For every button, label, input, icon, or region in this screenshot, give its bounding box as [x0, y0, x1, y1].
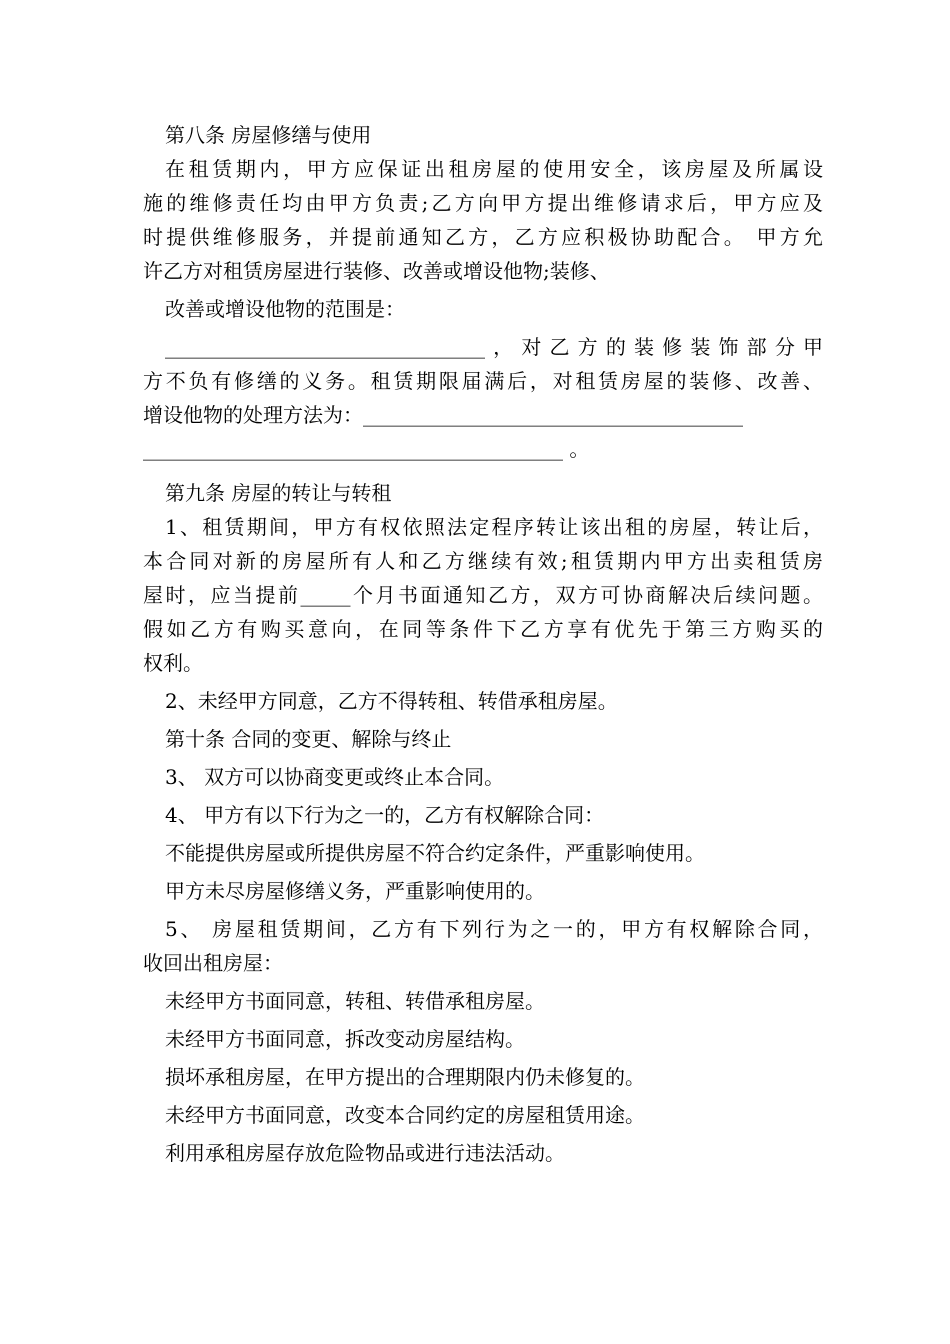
- paragraph-line-with-blank: ________________________________，对乙方的装修装饰部分甲: [165, 335, 823, 359]
- clause-subitem: 未经甲方书面同意，改变本合同约定的房屋租赁用途。: [165, 1103, 645, 1127]
- clause-item: 3、 双方可以协商变更或终止本合同。: [165, 765, 505, 789]
- clause-subitem: 未经甲方书面同意，拆改变动房屋结构。: [165, 1027, 525, 1051]
- clause-subitem: 利用承租房屋存放危险物品或进行违法活动。: [165, 1141, 565, 1165]
- clause-subitem: 甲方未尽房屋修缮义务，严重影响使用的。: [165, 879, 545, 903]
- paragraph-line: 1、租赁期间，甲方有权依照法定程序转让该出租的房屋，转让后，: [165, 515, 823, 539]
- clause-item: 2、未经甲方同意，乙方不得转租、转借承租房屋。: [165, 689, 618, 713]
- paragraph-line: 本合同对新的房屋所有人和乙方继续有效;租赁期内甲方出卖租赁房: [143, 549, 823, 573]
- paragraph-line: 改善或增设他物的范围是：: [165, 297, 405, 321]
- paragraph-line: 时提供维修服务，并提前通知乙方，乙方应积极协助配合。 甲方允: [143, 225, 823, 249]
- clause-item: 4、 甲方有以下行为之一的，乙方有权解除合同：: [165, 803, 605, 827]
- paragraph-line: 方不负有修缮的义务。租赁期限届满后，对租赁房屋的装修、改善、: [143, 369, 823, 393]
- paragraph-line-with-blank: __________________________________________ 。: [143, 437, 590, 461]
- paragraph-line: 假如乙方有购买意向，在同等条件下乙方享有优先于第三方购买的: [143, 617, 823, 641]
- clause-subitem: 未经甲方书面同意，转租、转借承租房屋。: [165, 989, 545, 1013]
- clause-subitem: 不能提供房屋或所提供房屋不符合约定条件，严重影响使用。: [165, 841, 705, 865]
- clause-item: 5、 房屋租赁期间，乙方有下列行为之一的，甲方有权解除合同，: [165, 917, 823, 941]
- paragraph-line-with-blank: 屋时，应当提前_____个月书面通知乙方，双方可协商解决后续问题。: [143, 583, 823, 607]
- clause-subitem: 损坏承租房屋，在甲方提出的合理期限内仍未修复的。: [165, 1065, 645, 1089]
- paragraph-line: 许乙方对租赁房屋进行装修、改善或增设他物;装修、: [143, 259, 610, 283]
- paragraph-line-with-blank: 增设他物的处理方法为：______________________________________: [143, 403, 743, 427]
- paragraph-line: 施的维修责任均由甲方负责;乙方向甲方提出维修请求后，甲方应及: [143, 191, 823, 215]
- document-body: [143, 118, 823, 1170]
- paragraph-line: 在租赁期内，甲方应保证出租房屋的使用安全，该房屋及所属设: [165, 157, 823, 181]
- article-10-heading: 第十条 合同的变更、解除与终止: [165, 727, 452, 751]
- article-9-heading: 第九条 房屋的转让与转租: [165, 481, 392, 505]
- paragraph-line: 收回出租房屋：: [143, 951, 283, 975]
- paragraph-line: 权利。: [143, 651, 203, 675]
- article-8-heading: 第八条 房屋修缮与使用: [165, 123, 372, 147]
